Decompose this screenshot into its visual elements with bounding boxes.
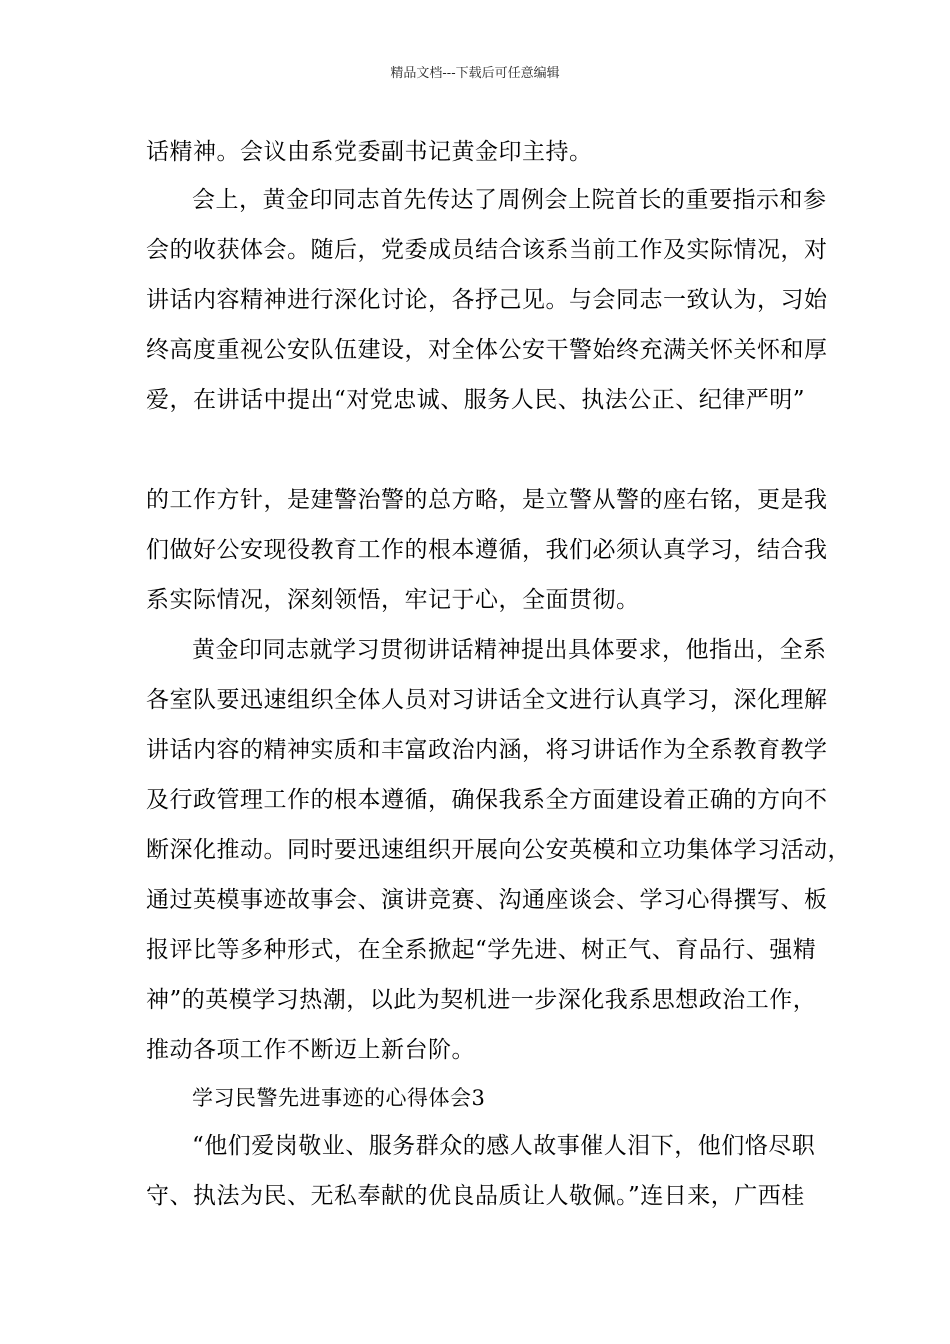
text-line: 黄金印同志就学习贯彻讲话精神提出具体要求，他指出，全系 (192, 637, 827, 663)
text-line: 的工作方针，是建警治警的总方略，是立警从警的座右铭，更是我 (146, 487, 828, 513)
text-line: 们做好公安现役教育工作的根本遵循，我们必须认真学习，结合我 (146, 537, 828, 563)
text-line: 报评比等多种形式，在全系掀起“学先进、树正气、育品行、强精 (146, 937, 817, 963)
text-line: 推动各项工作不断迈上新台阶。 (146, 1037, 475, 1063)
text-line: 神”的英模学习热潮，以此为契机进一步深化我系思想政治工作， (146, 987, 817, 1013)
text-line: 讲话内容精神进行深化讨论，各抒己见。与会同志一致认为，习始 (146, 287, 828, 313)
text-line: 守、执法为民、无私奉献的优良品质让人敬佩。”连日来，广西桂 (146, 1183, 805, 1209)
page-header: 精品文档---下载后可任意编辑 (390, 66, 560, 81)
text-line: 断深化推动。同时要迅速组织开展向公安英模和立功集体学习活动， (146, 837, 851, 863)
text-line: 爱，在讲话中提出“对党忠诚、服务人民、执法公正、纪律严明” (146, 387, 806, 413)
text-line: 会上，黄金印同志首先传达了周例会上院首长的重要指示和参 (192, 187, 827, 213)
text-line: 通过英模事迹故事会、演讲竞赛、沟通座谈会、学习心得撰写、板 (146, 887, 828, 913)
text-line: 会的收获体会。随后，党委成员结合该系当前工作及实际情况，对 (146, 237, 828, 263)
text-line: 系实际情况，深刻领悟，牢记于心，全面贯彻。 (146, 587, 640, 613)
text-line: 话精神。会议由系党委副书记黄金印主持。 (146, 139, 593, 165)
section-title: 学习民警先进事迹的心得体会3 (192, 1086, 486, 1110)
text-line: 各室队要迅速组织全体人员对习讲话全文进行认真学习，深化理解 (146, 687, 828, 713)
text-line: “他们爱岗敬业、服务群众的感人故事催人泪下，他们恪尽职 (192, 1133, 816, 1159)
text-line: 终高度重视公安队伍建设，对全体公安干警始终充满关怀关怀和厚 (146, 337, 828, 363)
text-line: 讲话内容的精神实质和丰富政治内涵，将习讲话作为全系教育教学 (146, 737, 828, 763)
text-line: 及行政管理工作的根本遵循，确保我系全方面建设着正确的方向不 (146, 787, 828, 813)
